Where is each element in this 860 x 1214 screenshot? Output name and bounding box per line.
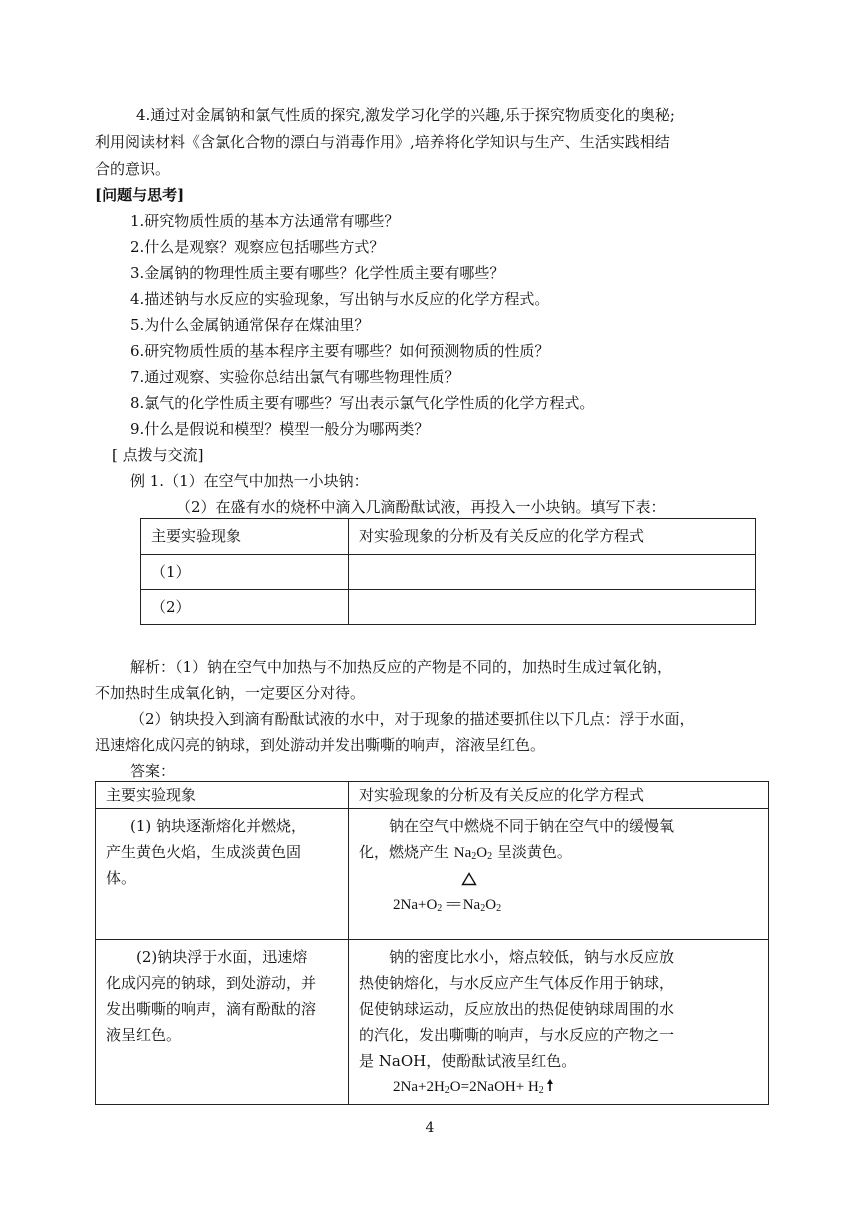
r2-right-line: 促使钠球运动，反应放出的热促使钠球周围的水 xyxy=(359,1000,675,1018)
table1-row2-blank xyxy=(349,590,756,625)
r2-left-line: 化成闪亮的钠球，到处游动，并 xyxy=(106,974,317,992)
r1-right-text: 呈淡黄色。 xyxy=(492,843,572,861)
table2-row2-phenomenon xyxy=(96,940,349,1105)
r2-right-line: 的汽化，发出嘶嘶的响声，与水反应的产物之一 xyxy=(359,1026,675,1044)
r1-right-line xyxy=(359,839,758,866)
heating-triangle-icon xyxy=(461,872,477,886)
question-item: 7.通过观察、实验你总结出氯气有哪些物理性质？ xyxy=(130,368,460,386)
equation-sodium-water: $2Na+2H_2O=2NaOH+ H_2$ xyxy=(359,1074,758,1100)
question-item: 6.研究物质性质的基本程序主要有哪些？如何预测物质的性质？ xyxy=(130,342,550,360)
example-line1: 例 1.（1）在空气中加热一小块钠： xyxy=(130,472,369,490)
goal4-line3: 合的意识。 xyxy=(95,160,171,178)
question-item: 3.金属钠的物理性质主要有哪些？化学性质主要有哪些？ xyxy=(130,264,505,282)
table2-row1-analysis xyxy=(349,809,769,940)
goal4-line1: 4.通过对金属钠和氯气性质的探究,激发学习化学的兴趣,乐于探究物质变化的奥秘; xyxy=(136,106,675,124)
table1-row1-label: （1） xyxy=(141,555,349,590)
question-item: 2.什么是观察？观察应包括哪些方式？ xyxy=(130,238,385,256)
analysis-p1-line1: 解析：（1）钠在空气中加热与不加热反应的产物是不同的，加热时生成过氧化钠， xyxy=(130,658,673,676)
r1-right-text: 化，燃烧产生 xyxy=(359,843,454,861)
r2-right-line: 是 NaOH，使酚酞试液呈红色。 xyxy=(359,1052,577,1070)
table1-header-analysis: 对实验现象的分析及有关反应的化学方程式 xyxy=(349,519,756,555)
tips-heading: [ 点拨与交流] xyxy=(112,446,204,464)
page-number: 4 xyxy=(425,1120,435,1136)
table2-row2-analysis xyxy=(349,940,769,1105)
r1-left-line: 体。 xyxy=(106,869,137,887)
question-item: 5.为什么金属钠通常保存在煤油里？ xyxy=(130,316,370,334)
question-item: 8.氯气的化学性质主要有哪些？写出表示氯气化学性质的化学方程式。 xyxy=(130,394,595,412)
example-line2: （2）在盛有水的烧杯中滴入几滴酚酞试液，再投入一小块钠。填写下表： xyxy=(176,498,666,516)
r2-right-line: 热使钠熔化，与水反应产生气体反作用于钠球， xyxy=(359,974,675,992)
spacer xyxy=(359,866,758,892)
formula-na2o2: $Na_2O_2$ xyxy=(453,845,493,862)
analysis-p2-line1: （2）钠块投入到滴有酚酞试液的水中，对于现象的描述要抓住以下几点：浮于水面， xyxy=(130,710,695,728)
question-item: 4.描述钠与水反应的实验现象，写出钠与水反应的化学方程式。 xyxy=(130,290,550,308)
r2-left-line: 液呈红色。 xyxy=(106,1026,182,1044)
analysis-p1-line2: 不加热时生成氧化钠，一定要区分对待。 xyxy=(95,684,366,702)
answer-label: 答案： xyxy=(130,762,176,780)
table1-row2-label: （2） xyxy=(141,590,349,625)
question-item: 9.什么是假说和模型？模型一般分为哪两类？ xyxy=(130,420,430,438)
goal4-line2: 利用阅读材料《含氯化合物的漂白与消毒作用》,培养将化学知识与生产、生活实践相结 xyxy=(95,133,670,151)
up-arrow-icon xyxy=(546,1078,554,1092)
r2-right-line: 钠的密度比水小，熔点较低，钠与水反应放 xyxy=(389,948,675,966)
r1-right-line: 钠在空气中燃烧不同于钠在空气中的缓慢氧 xyxy=(389,817,675,835)
table2-header-analysis: 对实验现象的分析及有关反应的化学方程式 xyxy=(349,782,769,809)
r1-left-line: (1) 钠块逐渐熔化并燃烧， xyxy=(130,817,307,835)
table2-header-phenomenon: 主要实验现象 xyxy=(96,782,349,809)
answer-table xyxy=(95,781,769,1105)
r1-left-line: 产生黄色火焰，生成淡黄色固 xyxy=(106,843,302,861)
r2-left-line: 发出嘶嘶的响声，滴有酚酞的溶 xyxy=(106,1000,317,1018)
analysis-p2-line2: 迅速熔化成闪亮的钠球，到处游动并发出嘶嘶的响声，溶液呈红色。 xyxy=(95,736,546,754)
questions-heading: [问题与思考] xyxy=(95,186,185,204)
table2-row1-phenomenon xyxy=(96,809,349,940)
question-item: 1.研究物质性质的基本方法通常有哪些？ xyxy=(130,212,400,230)
empty-answer-table xyxy=(140,518,756,625)
table1-header-phenomenon: 主要实验现象 xyxy=(141,519,349,555)
equation-sodium-combustion: $2Na+O_2 == Na_2O_2$ xyxy=(393,897,502,914)
table1-row1-blank xyxy=(349,555,756,590)
r2-left-line: (2)钠块浮于水面，迅速熔 xyxy=(136,948,308,966)
